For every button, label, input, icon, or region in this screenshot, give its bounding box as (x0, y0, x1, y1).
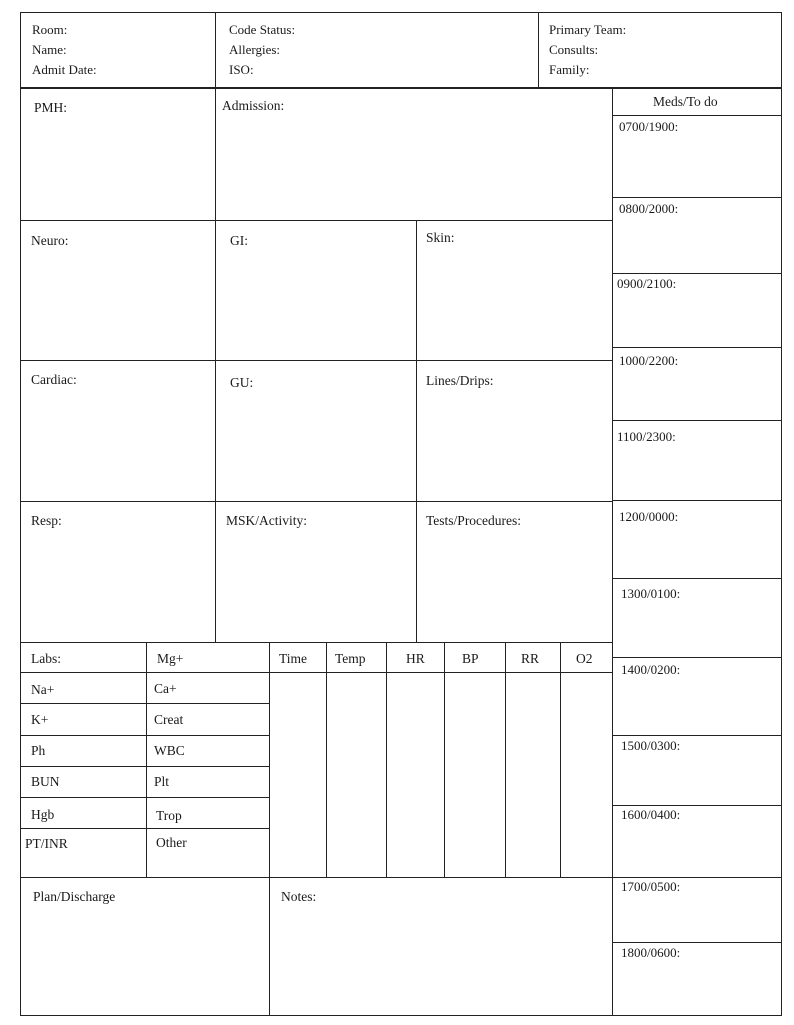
vitals-hr-header: HR (406, 651, 425, 666)
labs-row-line (20, 703, 269, 704)
neuro-label: Neuro: (31, 233, 69, 248)
labs-label: Labs: (31, 651, 61, 666)
other-label: Other (156, 835, 187, 850)
meds-time-1200: 1200/0000: (619, 509, 679, 524)
meds-slot-line (612, 273, 782, 274)
creat-label: Creat (154, 712, 184, 727)
meds-time-0800: 0800/2000: (619, 201, 679, 216)
meds-slot-line (612, 578, 782, 579)
vitals-time-header: Time (279, 651, 308, 666)
wbc-label: WBC (154, 743, 185, 758)
meds-time-1300: 1300/0100: (621, 586, 681, 601)
room-label: Room: (32, 22, 68, 37)
meds-slot-line (612, 805, 782, 806)
meds-time-0900: 0900/2100: (617, 276, 677, 291)
labs-divider-1 (146, 642, 147, 877)
meds-time-1700: 1700/0500: (621, 879, 681, 894)
labs-row-line (20, 797, 269, 798)
meds-slot-line (612, 735, 782, 736)
labs-row-line (20, 672, 269, 673)
meds-time-1500: 1500/0300: (621, 738, 681, 753)
meds-time-0700: 0700/1900: (619, 119, 679, 134)
meds-time-1600: 1600/0400: (621, 807, 681, 822)
meds-slot-line (612, 942, 782, 943)
allergies-label: Allergies: (229, 42, 281, 57)
row-line-1 (20, 220, 612, 221)
admission-label: Admission: (222, 98, 285, 113)
mg-label: Mg+ (157, 651, 184, 666)
notes-label: Notes: (281, 889, 317, 904)
vitals-temp-header: Temp (335, 651, 366, 666)
vitals-bp-header: BP (462, 651, 479, 666)
meds-time-1000: 1000/2200: (619, 353, 679, 368)
meds-title: Meds/To do (653, 94, 718, 109)
labs-row-line (20, 828, 269, 829)
admit-date-label: Admit Date: (32, 62, 97, 77)
na-label: Na+ (31, 682, 55, 697)
name-label: Name: (32, 42, 67, 57)
meds-slot-line (612, 420, 782, 421)
vitals-col-line (444, 642, 445, 877)
header-divider-1 (215, 12, 216, 88)
meds-time-1100: 1100/2300: (617, 429, 676, 444)
plt-label: Plt (154, 774, 170, 789)
meds-time-1800: 1800/0600: (621, 945, 681, 960)
iso-label: ISO: (229, 62, 254, 77)
vitals-col-line (505, 642, 506, 877)
labs-row-line (20, 735, 269, 736)
vitals-rr-header: RR (521, 651, 540, 666)
vitals-o2-header: O2 (576, 651, 593, 666)
meds-slot-line (612, 657, 782, 658)
pmh-label: PMH: (34, 100, 68, 115)
meds-slot-line (612, 500, 782, 501)
ca-label: Ca+ (154, 681, 177, 696)
ph-label: Ph (31, 743, 46, 758)
row-line-5 (20, 877, 612, 878)
resp-label: Resp: (31, 513, 62, 528)
meds-slot-line (612, 347, 782, 348)
header-divider-2 (538, 12, 539, 88)
pt-inr-label: PT/INR (25, 836, 68, 851)
gi-label: GI: (230, 233, 248, 248)
meds-slot-line (612, 877, 782, 878)
primary-team-label: Primary Team: (549, 22, 627, 37)
meds-time-1400: 1400/0200: (621, 662, 681, 677)
bun-label: BUN (31, 774, 60, 789)
k-label: K+ (31, 712, 49, 727)
vitals-col-line (560, 642, 561, 877)
gu-label: GU: (230, 375, 254, 390)
hgb-label: Hgb (31, 807, 55, 822)
col-line-b (416, 220, 417, 642)
tests-procedures-label: Tests/Procedures: (426, 513, 522, 528)
col-line-a (215, 88, 216, 642)
lines-drips-label: Lines/Drips: (426, 373, 494, 388)
cardiac-label: Cardiac: (31, 372, 77, 387)
row-line-2 (20, 360, 612, 361)
skin-label: Skin: (426, 230, 455, 245)
trop-label: Trop (156, 808, 182, 823)
msk-activity-label: MSK/Activity: (226, 513, 308, 528)
vitals-col-line (326, 642, 327, 877)
consults-label: Consults: (549, 42, 599, 57)
vitals-col-line (386, 642, 387, 877)
code-status-label: Code Status: (229, 22, 296, 37)
meds-title-line (612, 115, 782, 116)
family-label: Family: (549, 62, 590, 77)
plan-discharge-label: Plan/Discharge (33, 889, 116, 904)
row-line-3 (20, 501, 612, 502)
labs-row-line (20, 766, 269, 767)
meds-slot-line (612, 197, 782, 198)
labs-divider-2 (269, 642, 270, 1016)
header-section (20, 12, 782, 88)
row-line-4 (20, 642, 612, 643)
